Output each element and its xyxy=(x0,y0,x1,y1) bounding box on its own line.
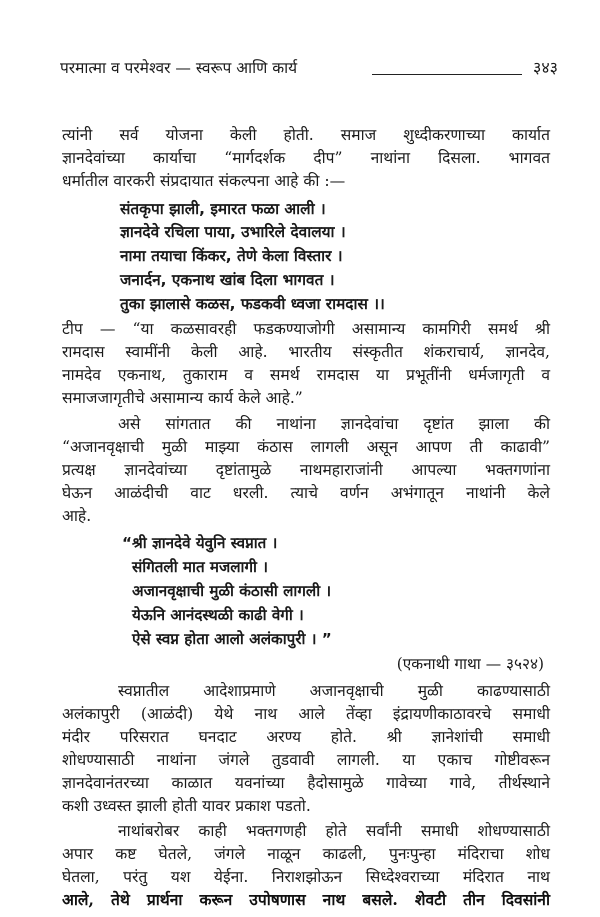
note-line-3: नामदेव एकनाथ, तुकाराम व समर्थ रामदास या प्रभूतींनी धर्मजागृती व xyxy=(62,366,550,384)
para4-line-1: नाथांबरोबर काही भक्तगणही होते सर्वांनी समाधी शोधण्यासाठी xyxy=(118,822,550,840)
para1-line-2: ज्ञानदेवांच्या कार्याचा “मार्गदर्शक दीप” नाथांना दिसला. भागवत xyxy=(62,149,550,167)
para3-line-4: शोधण्यासाठी नाथांना जंगले तुडवावी लागली. या एकाच गोष्टीवरून xyxy=(62,751,550,769)
page-number: ३४३ xyxy=(533,58,558,77)
para3-line-2: अलंकापुरी (आळंदी) येथे नाथ आले तेंव्हा इंद्रायणीकाठावरचे समाधी xyxy=(62,705,550,723)
para3-line-5: ज्ञानदेवानंतरच्या काळात यवनांच्या हैदोसामुळे गावेच्या गावे, तीर्थस्थाने xyxy=(62,774,550,792)
note-line-2: रामदास स्वामींनी केली आहे. भारतीय संस्कृतीत शंकराचार्य, ज्ञानदेव, xyxy=(62,343,550,361)
verse1-line-5: तुका झालासे कळस, फडकवी ध्वजा रामदास ।। xyxy=(120,295,385,313)
running-header-title: परमात्मा व परमेश्वर — स्वरूप आणि कार्य xyxy=(60,59,298,77)
para1-line-1: त्यांनी सर्व योजना केली होती. समाज शुध्दीकरणाच्या कार्यात xyxy=(62,126,550,144)
verse2-line-4: येऊनि आनंदस्थळी काढी वेगी । xyxy=(132,606,304,624)
verse1-line-2: ज्ञानदेवे रचिला पाया, उभारिले देवालया । xyxy=(120,223,346,241)
para1-line-3: धर्मातील वारकरी संप्रदायात संकल्पना आहे की :— xyxy=(62,172,346,190)
para2-line-1: असे सांगतात की नाथांना ज्ञानदेवांचा दृष्टांत झाला की xyxy=(118,415,550,433)
verse2-line-2: संगितली मात मजलागी । xyxy=(132,558,268,576)
verse1-line-3: नामा तयाचा किंकर, तेणे केला विस्तार । xyxy=(120,247,343,265)
citation: (एकनाथी गाथा — ३५२४) xyxy=(396,655,544,673)
para4-line-4: आले, तेथे प्रार्थना करून उपोषणास नाथ बसले. शेवटी तीन दिवसांनी xyxy=(62,890,550,909)
verse1-line-1: संतकृपा झाली, इमारत फळा आली । xyxy=(120,200,326,218)
para4-line-2: अपार कष्ट घेतले, जंगले नाळून काढली, पुनःपुन्हा मंदिराचा शोध xyxy=(62,845,550,863)
verse2-line-3: अजानवृक्षाची मुळी कंठासी लागली । xyxy=(132,582,332,600)
verse1-line-4: जनार्दन, एकनाथ खांब दिला भागवत । xyxy=(120,271,335,289)
para2-line-4: घेऊन आळंदीची वाट धरली. त्याचे वर्णन अभंगातून नाथांनी केले xyxy=(62,484,550,502)
para3-line-1: स्वप्नातील आदेशाप्रमाणे अजानवृक्षाची मुळी काढण्यासाठी xyxy=(118,682,550,700)
para2-line-2: “अजानवृक्षाची मुळी माझ्या कंठास लागली असून आपण ती काढावी” xyxy=(62,438,550,456)
header-rule xyxy=(372,74,522,75)
note-line-4: समाजजागृतीचे असामान्य कार्य केले आहे.” xyxy=(62,389,303,407)
para3-line-6: कशी उध्वस्त झाली होती यावर प्रकाश पडतो. xyxy=(62,797,311,815)
verse2-line-1: “श्री ज्ञानदेवे येवुनि स्वप्नात । xyxy=(122,534,278,552)
para2-line-3: प्रत्यक्ष ज्ञानदेवांच्या दृष्टांतामुळे नाथमहाराजांनी आपल्या भक्तगणांना xyxy=(62,461,550,479)
para4-line-3: घेतला, परंतु यश येईना. निराशझोऊन सिध्देश्वराच्या मंदिरात नाथ xyxy=(62,868,550,886)
note-line-1: टीप — “या कळसावरही फडकण्याजोगी असामान्य कामगिरी समर्थ श्री xyxy=(62,320,550,338)
verse2-line-5: ऐसे स्वप्न होता आलो अलंकापुरी । ” xyxy=(132,630,332,648)
para2-line-5: आहे. xyxy=(62,507,92,525)
para3-line-3: मंदीर परिसरात घनदाट अरण्य होते. श्री ज्ञानेशांची समाधी xyxy=(62,728,550,746)
